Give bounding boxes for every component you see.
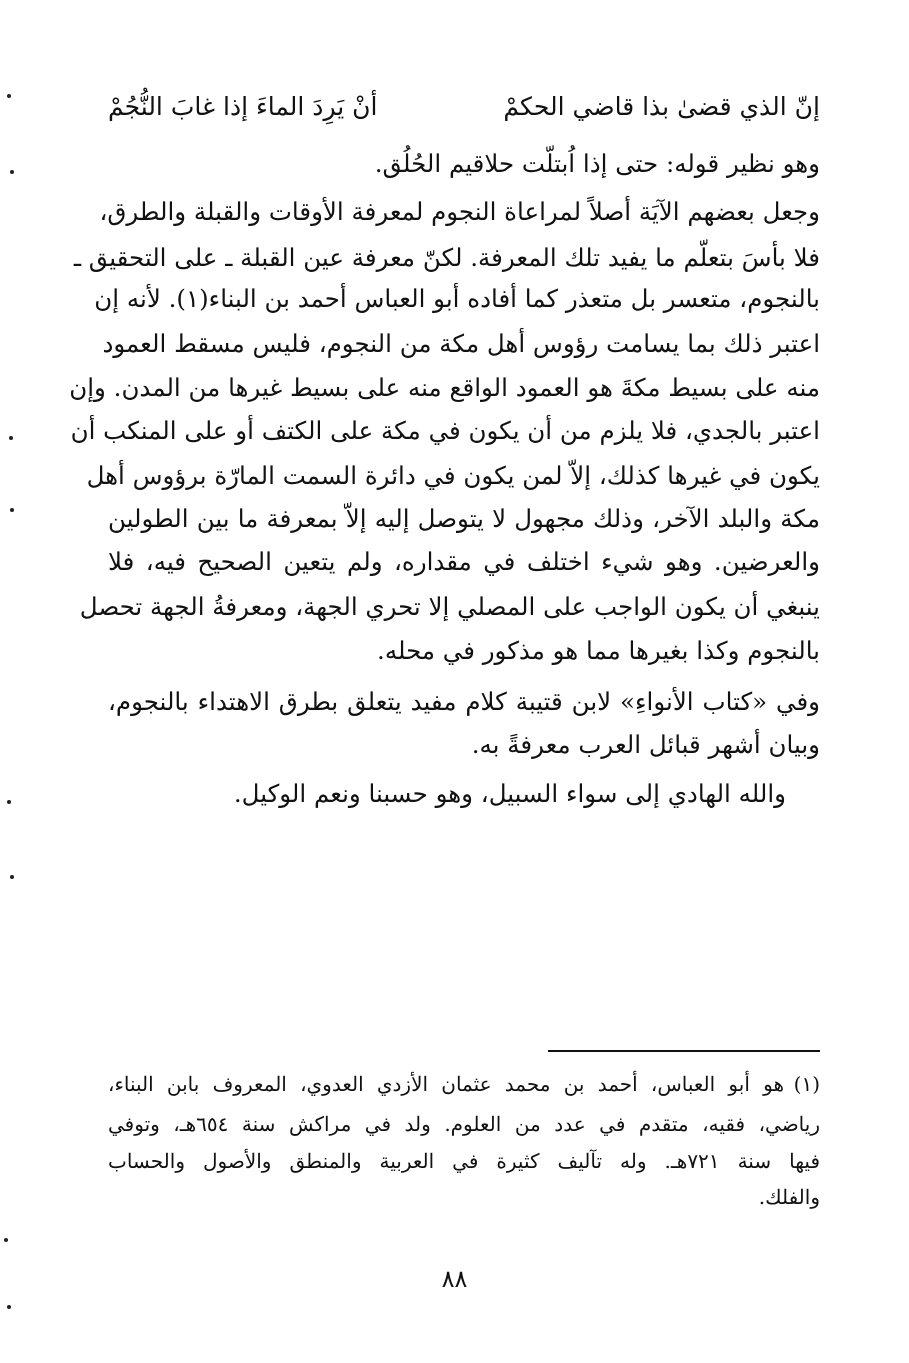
footnote-line: هو أبو العباس، أحمد بن محمد عثمان الأزدي العدوي، المعروف بابن البناء،	[108, 1072, 784, 1096]
text-line: وبيان أشهر قبائل العرب معرفةً به.	[471, 730, 820, 759]
scan-speck	[7, 94, 11, 98]
verse-hemistich-first: إنّ الذي قضىٰ بذا قاضي الحكمْ	[503, 92, 820, 121]
verse-hemistich-second: أنْ يَرِدَ الماءَ إذا غابَ النُّجُمْ	[108, 92, 378, 121]
text-line: وجعل بعضهم الآيَة أصلاً لمراعاة النجوم لمعرفة الأوقات والقبلة والطرق،	[99, 197, 820, 226]
scan-speck	[10, 170, 14, 174]
text-line: والله الهادي إلى سواء السبيل، وهو حسبنا ونعم الوكيل.	[233, 779, 786, 808]
scan-speck	[10, 508, 14, 512]
text-line: بالنجوم، متعسر بل متعذر كما أفاده أبو العباس أحمد بن البناء(١). لأنه إن	[94, 284, 820, 313]
text-line: وهو نظير قوله: حتى إذا اُبتلّت حلاقيم الحُلُق.	[374, 149, 820, 178]
footnote-separator	[548, 1050, 820, 1052]
text-line: والعرضين. وهو شيء اختلف في مقداره، ولم يتعين الصحيح فيه، فلا	[108, 547, 820, 576]
scan-speck	[4, 1238, 8, 1242]
text-line: ينبغي أن يكون الواجب على المصلي إلا تحري الجهة، ومعرفةُ الجهة تحصل	[79, 592, 820, 621]
text-line: منه على بسيط مكةَ هو العمود الواقع منه على بسيط غيرها من المدن. وإن	[69, 373, 820, 402]
scan-speck	[10, 875, 14, 879]
text-line: وفي «كتاب الأنواءِ» لابن قتيبة كلام مفيد يتعلق بطرق الاهتداء بالنجوم،	[108, 687, 820, 716]
text-line: اعتبر ذلك بما يسامت رؤوس أهل مكة من النجوم، فليس مسقط العمود	[102, 329, 820, 358]
text-line: فلا بأسَ بتعلّم ما يفيد تلك المعرفة. لكنّ معرفة عين القبلة ـ على التحقيق ـ	[73, 243, 820, 272]
text-line: اعتبر بالجدي، فلا يلزم من أن يكون في مكة على الكتف أو على المنكب أن	[70, 416, 820, 445]
text-line: بالنجوم وكذا بغيرها مما هو مذكور في محله.	[377, 636, 820, 665]
text-line: يكون في غيرها كذلك، إلاّ لمن يكون في دائرة السمت المارّة برؤوس أهل	[86, 461, 820, 490]
footnote-line: والفلك.	[758, 1185, 820, 1209]
scan-speck	[7, 800, 11, 804]
page-number: ٨٨	[441, 1265, 468, 1293]
footnote-marker: (١)	[793, 1072, 820, 1096]
footnote-line: فيها سنة ٧٢١هـ. وله تآليف كثيرة في العربية والمنطق والأصول والحساب	[108, 1149, 821, 1173]
scan-speck	[9, 436, 13, 440]
footnote-line: رياضي، فقيه، متقدم في عدد من العلوم. ولد في مراكش سنة ٦٥٤هـ، وتوفي	[108, 1112, 820, 1136]
poem-verse	[108, 92, 820, 136]
scan-speck	[7, 1305, 11, 1309]
text-line: مكة والبلد الآخر، وذلك مجهول لا يتوصل إليه إلاّ بمعرفة ما بين الطولين	[108, 504, 820, 533]
